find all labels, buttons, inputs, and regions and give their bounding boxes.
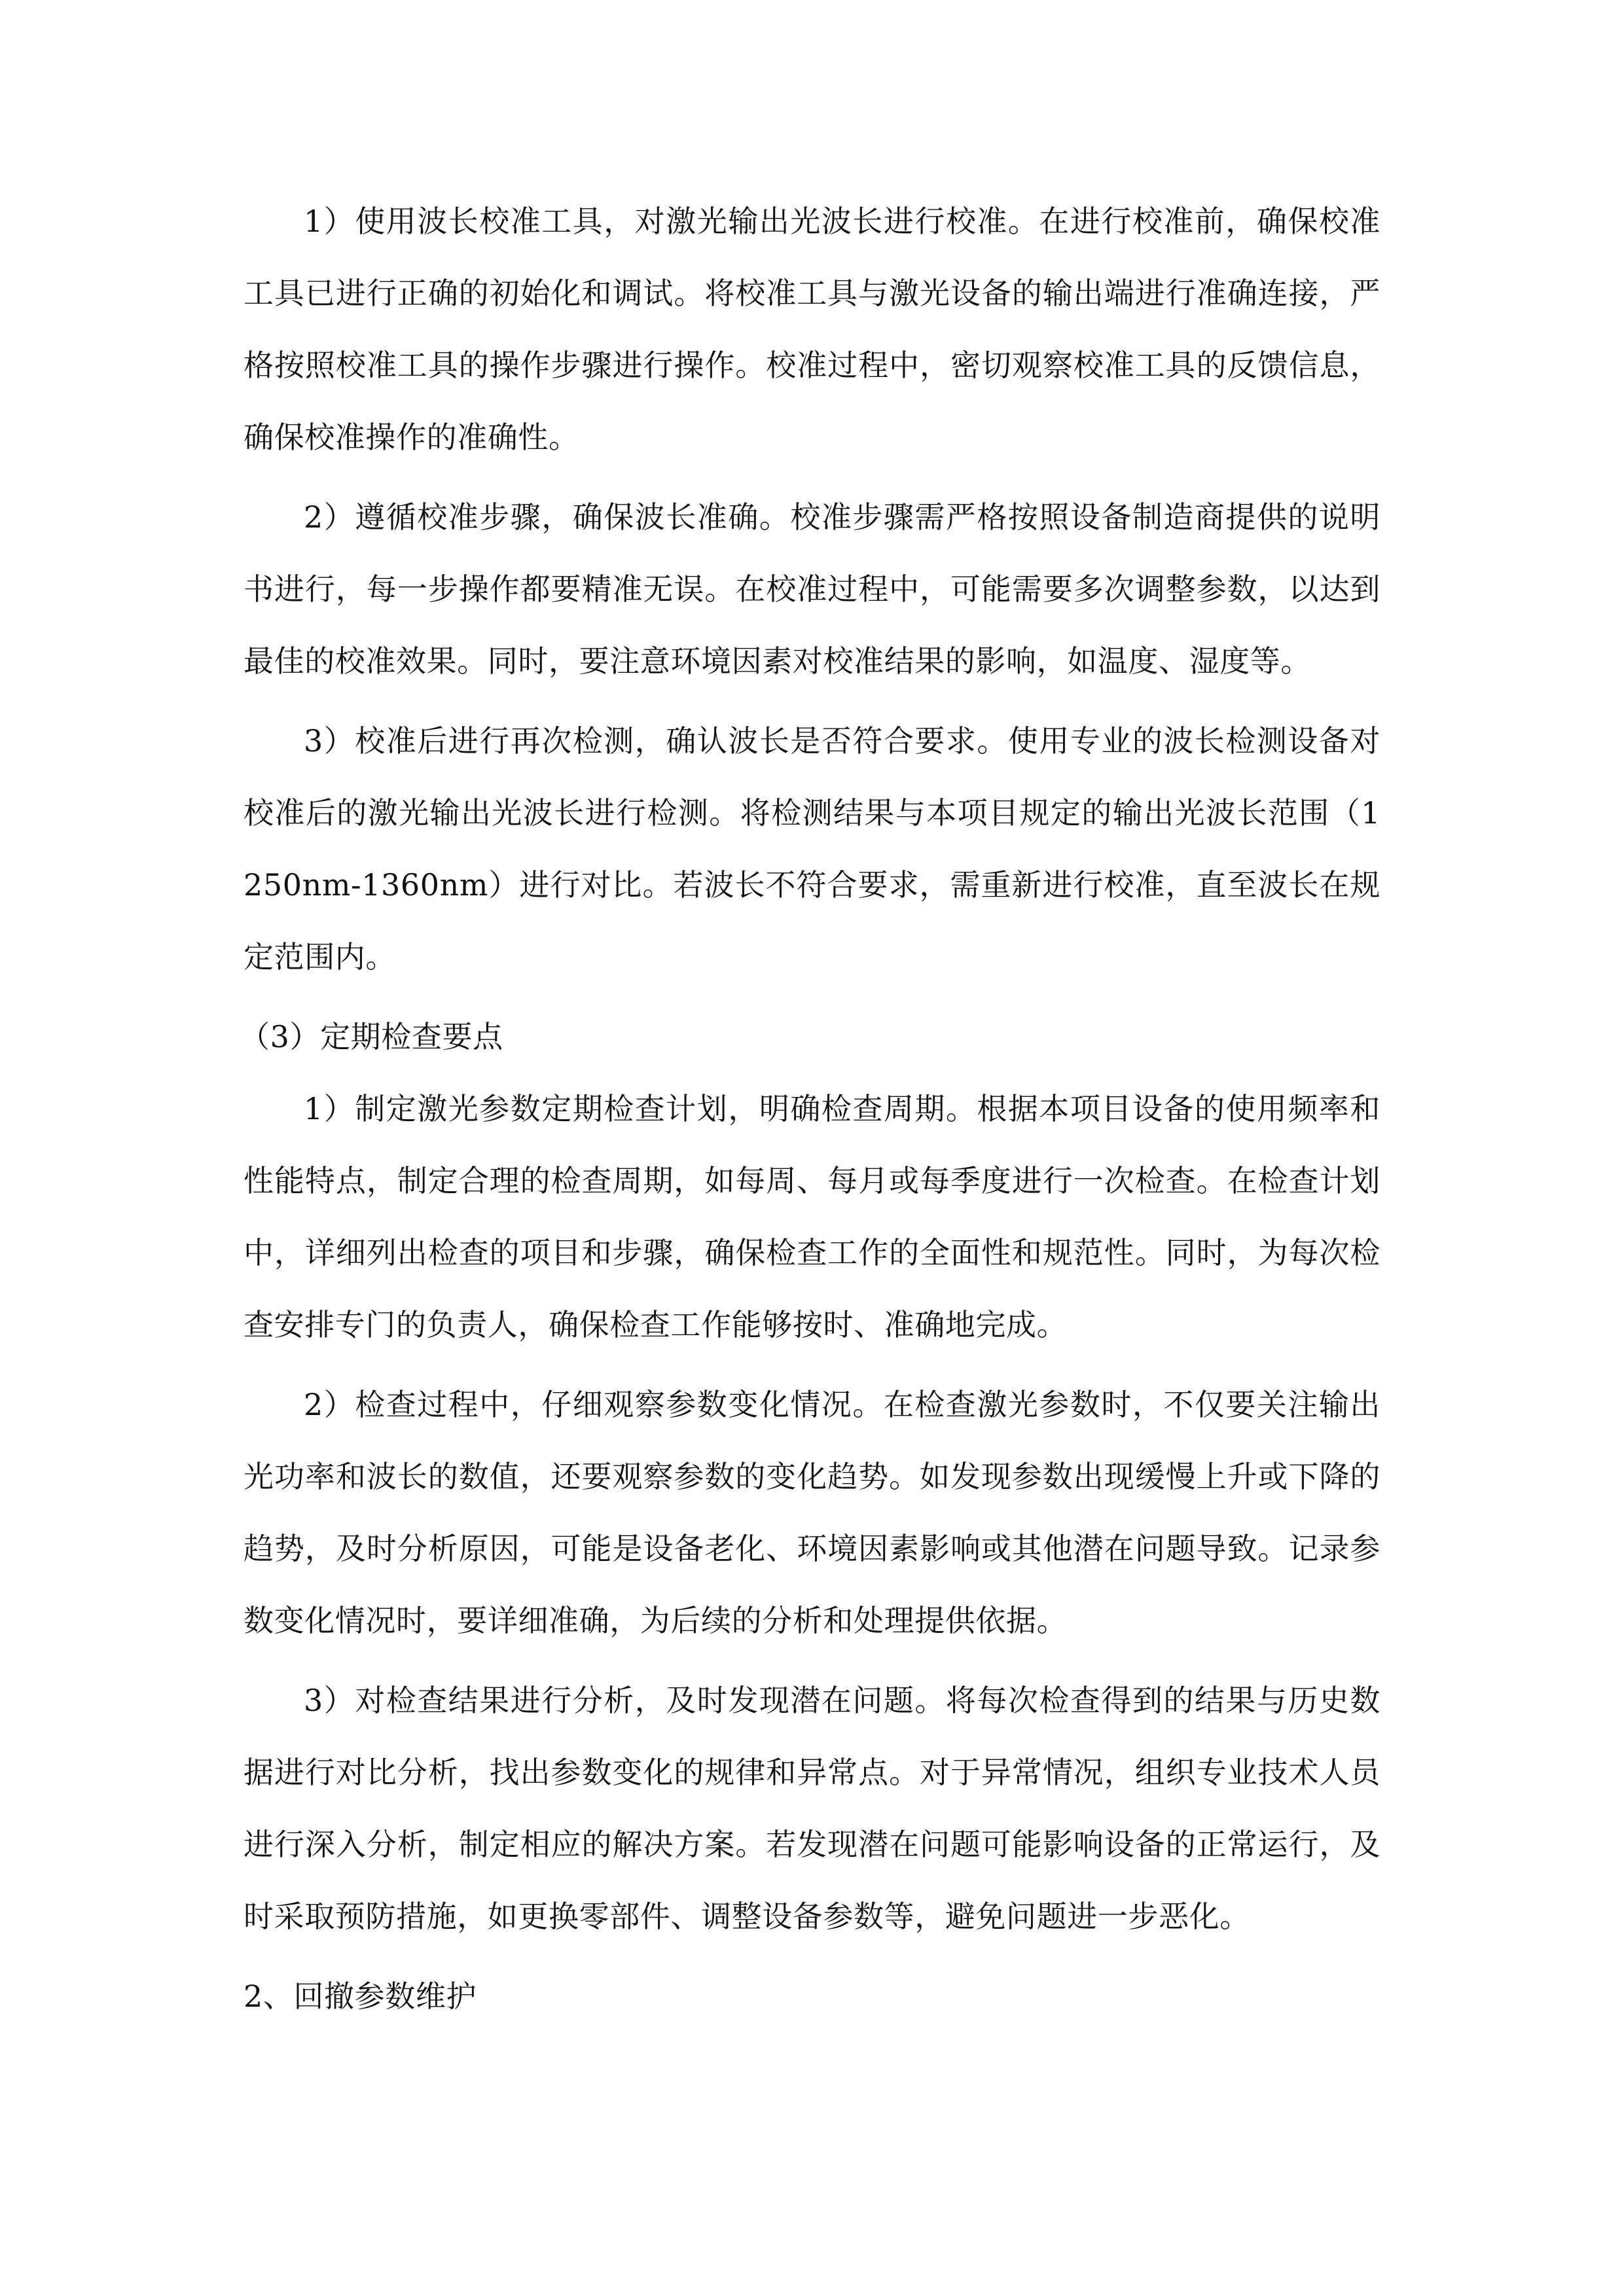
paragraph-check-plan: 1）制定激光参数定期检查计划，明确检查周期。根据本项目设备的使用频率和性能特点，制定合理的检查周期，如每周、每月或每季度进行一次检查。在检查计划中，详细列出检查的项目和步骤，确保检查工作的全面性和规范性。同时，为每次检查安排专门的负责人，确保检查工作能够按时、准确地完成。 (244, 1091, 1380, 1342)
paragraph-analyze-results: 3）对检查结果进行分析，及时发现潜在问题。将每次检查得到的结果与历史数据进行对比分析，找出参数变化的规律和异常点。对于异常情况，组织专业技术人员进行深入分析，制定相应的解决方案。若发现潜在问题可能影响设备的正常运行，及时采取预防措施，如更换零部件、调整设备参数等，避免问题进一步恶化。 (244, 1683, 1380, 1934)
paragraph-calibration-steps: 2）遵循校准步骤，确保波长准确。校准步骤需严格按照设备制造商提供的说明书进行，每一步操作都要精准无误。在校准过程中，可能需要多次调整参数，以达到最佳的校准效果。同时，要注意环境因素对校准结果的影响，如温度、湿度等。 (244, 499, 1380, 679)
section-heading-periodic-check: （3）定期检查要点 (240, 1019, 503, 1054)
main-heading-retraction-params: 2、回撤参数维护 (244, 1979, 477, 2014)
paragraph-recheck-wavelength: 3）校准后进行再次检测，确认波长是否符合要求。使用专业的波长检测设备对校准后的激光输出光波长进行检测。将检测结果与本项目规定的输出光波长范围（1250nm-1360nm）进行对比。若波长不符合要求，需重新进行校准，直至波长在规定范围内。 (244, 723, 1380, 975)
document-body (240, 185, 1380, 2032)
paragraph-observe-changes: 2）检查过程中，仔细观察参数变化情况。在检查激光参数时，不仅要关注输出光功率和波长的数值，还要观察参数的变化趋势。如发现参数出现缓慢上升或下降的趋势，及时分析原因，可能是设备老化、环境因素影响或其他潜在问题导致。记录参数变化情况时，要详细准确，为后续的分析和处理提供依据。 (244, 1387, 1380, 1638)
paragraph-calibration-tool: 1）使用波长校准工具，对激光输出光波长进行校准。在进行校准前，确保校准工具已进行正确的初始化和调试。将校准工具与激光设备的输出端进行准确连接，严格按照校准工具的操作步骤进行操作。校准过程中，密切观察校准工具的反馈信息，确保校准操作的准确性。 (244, 204, 1380, 455)
